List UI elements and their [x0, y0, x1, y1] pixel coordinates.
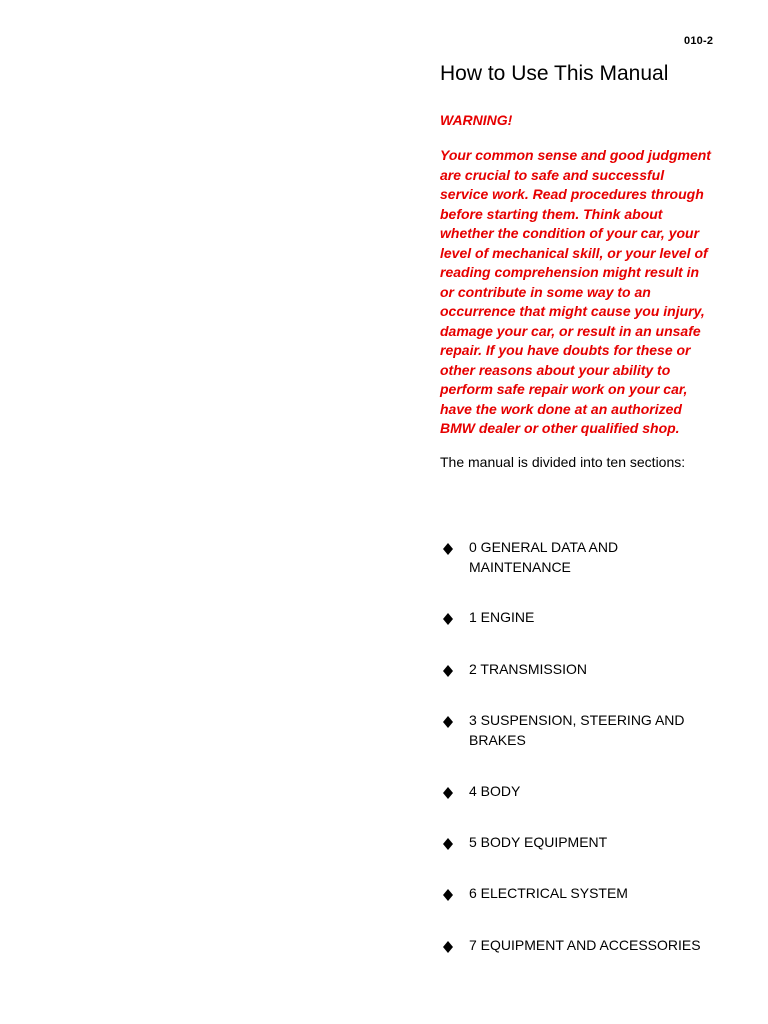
- section-label: 4 BODY: [469, 783, 521, 799]
- list-item: [440, 711, 720, 750]
- sections-intro: The manual is divided into ten sections:: [440, 453, 686, 470]
- list-item: [440, 782, 720, 802]
- black-diamond-icon: [443, 838, 453, 850]
- black-diamond-icon: [443, 716, 453, 728]
- section-label: 1 ENGINE: [469, 609, 535, 625]
- section-label: 5 BODY EQUIPMENT: [469, 834, 608, 850]
- section-label: 2 TRANSMISSION: [469, 661, 587, 677]
- list-item: [440, 884, 720, 904]
- black-diamond-icon: [443, 543, 453, 555]
- section-label: 3 SUSPENSION, STEERING AND BRAKES: [469, 712, 685, 748]
- manual-content: [440, 60, 740, 472]
- list-item: [440, 833, 720, 853]
- section-label: 0 GENERAL DATA AND MAINTENANCE: [469, 539, 619, 575]
- list-item: [440, 936, 720, 956]
- black-diamond-icon: [443, 889, 453, 901]
- page-number: 010-2: [684, 35, 714, 47]
- black-diamond-icon: [443, 613, 453, 625]
- black-diamond-icon: [443, 665, 453, 677]
- warning-label: WARNING!: [440, 112, 513, 128]
- list-item: [440, 660, 720, 680]
- list-item: [440, 538, 720, 577]
- section-label: 7 EQUIPMENT AND ACCESSORIES: [469, 937, 701, 953]
- black-diamond-icon: [443, 787, 453, 799]
- list-item: [440, 608, 720, 628]
- section-label: 6 ELECTRICAL SYSTEM: [469, 885, 628, 901]
- page-title: How to Use This Manual: [440, 62, 669, 85]
- warning-text: Your common sense and good judgment are crucial to safe and successful service work. Read procedures through before starting them. Think about whether the condition of your car, your level of mechanical skill, or your level of reading comprehension might result in or contribute in some way to an occurrence that might cause you injury, damage your car, or result in an unsafe repair. If you have doubts for these or other reasons about your ability to perform safe repair work on your car, have the work done at an authorized BMW dealer or other qualified shop.: [440, 147, 711, 436]
- black-diamond-icon: [443, 941, 453, 953]
